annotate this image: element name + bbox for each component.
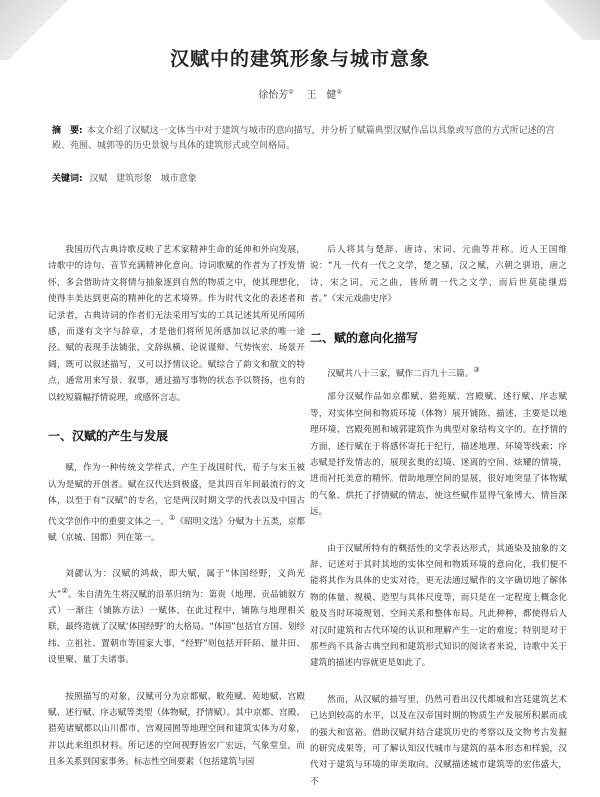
author-name: 徐怡芳 (258, 90, 289, 101)
paragraph-text: 。朱自清先生将汉赋的沿革归纳为：第贵（地理、贡品铺叙方式）一渐注（铺陈方法）一赋体，在此过程中，铺陈与地理相关联，最终造就了汉赋‘体国经野’的大格局。“体国”包括官方国、划经纬、立祖社、置朝市等国家大事，“经野”则包括开阡陌、量井田、设里聚、量丁夫诸事。 (48, 589, 305, 666)
keywords (52, 172, 560, 186)
author-line (0, 86, 600, 101)
section-heading: 二、赋的意向化描写 (310, 330, 419, 345)
paragraph-text: 赋，作为一种传统文学样式，产生于战国时代，荀子与宋玉被认为是赋的开创者。赋在汉代达到极盛，是其四百年间最流行的文体，以至于有“汉赋”的专名，它是两汉时期文学的代表以及中国古代文学创作中的重要文体之一。 (48, 463, 305, 527)
body-paragraph: 部分汉赋作品如京都赋、猎苑赋、宫殿赋、述行赋、序志赋等，对实体空间和物质环境（体物）展开铺陈、描述，主要是以地理环境、宫殿苑囿和城郭建筑作为典型对象结构文字的。在抒情的方面，述行赋在于将感怀寄托于纪行，描述地理、环境等线索；序志赋是抒发情志的，展现玄奥的幻境、迷离的空间、炫耀的情境，进而衬托美意的精怀。借助地理空间的显展，很好地突显了体物赋的气象、烘托了抒情赋的情志，使这些赋作显得气象博大、情旨深远。 (310, 392, 567, 518)
footnote-mark: ① (168, 512, 176, 522)
body-paragraph (48, 460, 305, 546)
body-paragraph: 后人将其与楚辞、唐诗、宋词、元曲等并称。近人王国维说：“凡一代有一代之文学，楚之骚，汉之赋，六朝之骈语，唐之诗，宋之词，元之曲，皆所谓一代之文学，而后世莫能继焉者。”《宋元戏曲史序》 (310, 245, 567, 305)
body-paragraph: 按照描写的对象，汉赋可分为京都赋、畋苑赋、苑地赋、宫殿赋、述行赋、序志赋等类型（体物赋，抒情赋）。其中京都、宫殿、猎苑诸赋都以山川都市，宫观园囿等地理空间和建筑实体为对象，并以此来组织材料。所记述的空间视野皆宏广宏远，气象堂皇，而且多关系到国家事务。标志性空间要素（包括建筑与园 (48, 691, 305, 768)
paragraph-text: 《昭明文选》分赋为十五类，京都赋（京城、国都）列在第一。 (48, 516, 305, 543)
body-paragraph (48, 566, 305, 668)
body-paragraph: 然而，从汉赋的描写里，仍然可看出汉代都城和宫廷建筑艺术已达到较高的水平，以及在汉帝国时期的物质生产发展所积累而成的强大和富裕。借助汉赋并结合建筑历史的考察以及文物考古发掘的研究成果等，可了解认知汉代城市与建筑的基本形态和样貌，汉代对于建筑与环境的审美取向。汉赋描述城市建筑等的宏伟盛大，不 (310, 694, 567, 787)
abstract-text: 本文介绍了汉赋这一文体当中对于建筑与城市的意向描写，并分析了赋篇典型汉赋作品以具象或写意的方式所记述的宫殿、苑囿、城郭等的历史景貌与具体的建筑形式或空间格局。 (52, 126, 555, 151)
left-column (48, 242, 305, 778)
author-footnote-mark: ② (336, 88, 342, 96)
scan-corner-shadow-right (500, 0, 600, 40)
keyword: 建筑形象 (116, 174, 153, 184)
abstract-label: 摘 要: (52, 126, 83, 136)
footnote-mark: ③ (473, 365, 480, 375)
abstract (52, 124, 560, 154)
keyword: 汉赋 (89, 174, 108, 184)
paragraph-text: 汉赋共八十三家，赋作二百九十三篇。 (327, 368, 474, 379)
body-paragraph (310, 362, 567, 382)
body-paragraph: 由于汉赋所特有的概括性的文学表达形式，其通染及抽象的文辞、记述对于其时其地的实体空间和物质环境的意向化，我们便不能将其作为具体的史实对待，更无法通过赋作的文字确切地了解体物的体量、规模、造型与具体尺度等，而只是在一定程度上概念化般及当时环境规划、空间关系和整体布局。凡此种种，都使得后人对汉时建筑和古代环境的认识和理解产生一定的难度；特别是对于那些尚不具备古典空间和建筑形式知识的阅读者来说，诗歌中关于建筑的描述内容就更是如此了。 (310, 543, 567, 669)
footnote-mark: ② (61, 585, 69, 595)
keyword: 城市意象 (160, 174, 197, 184)
intro-paragraph: 我国历代古典诗歌反映了艺术家精神生命的延伸和外向发展，诗歌中的诗句、音节充满精神化意向。诗词歌赋的作者为了抒发情怀，多会借助诗文将情与抽象逐到自然的物质之中，使其理想化，使得丰美达到更高的精神化的艺术境界。作为时代文化的表述者和记录者，古典诗词的作者们无法采用写实的工具记述其所见所闻所感，而遂有文字与辞章，才是他们将所见所感加以记录的唯一途径。赋的表现手法铺张，文辞纵横、论说谨辩、气势恢宏、场景开阔，既可以叙述描写，又可以抒情议论。赋综合了韵文和散文的特点，通常用来写景、叙事，通过描写事物的状态予以赞扬，也有的以较短篇幅抒情说理，或感怀言志。 (48, 245, 305, 403)
paper-title: 汉赋中的建筑形象与城市意象 (169, 48, 430, 70)
section-heading: 一、汉赋的产生与发展 (48, 429, 169, 444)
author-name: 王 健 (306, 90, 337, 101)
paragraph-text: 刘勰认为：汉赋的鸿裁，即大赋，属于“体国经野，义尚光大” (48, 569, 305, 600)
keywords-label: 关键词: (52, 174, 83, 184)
author-footnote-mark: ① (288, 88, 294, 96)
